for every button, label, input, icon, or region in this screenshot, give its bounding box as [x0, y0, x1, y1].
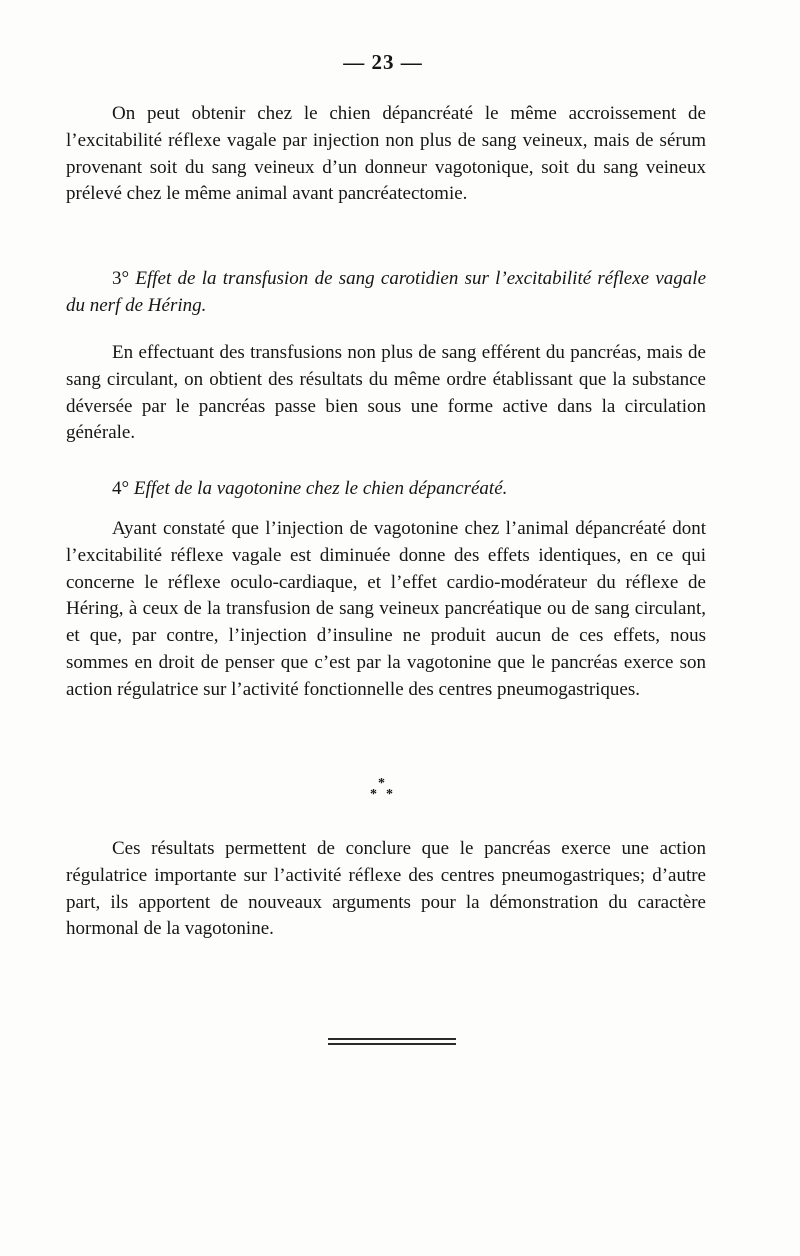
paragraph-vagotonin-effect: Ayant constaté que l’injection de vagotonine chez l’animal dépancréaté dont l’excitabilité réflexe vagale est diminuée donne des effets identiques, en ce qui concerne le réflexe oculo-cardiaque, et l’effet cardio-modérateur du réflexe de Héring, à ceux de la transfusion de sang veineux pancréatique ou de sang circulant, et que, par contre, l’injection d’insuline ne produit aucun de ces effets, nous sommes en droit de penser que c’est par la vagotonine que le pancréas exerce son action régulatrice sur l’activité fonctionnelle des centres pneumogastriques. [66, 518, 706, 700]
page-number: — 23 — [343, 50, 423, 74]
asterism-star: * [370, 787, 377, 802]
paragraph-serum-injection: On peut obtenir chez le chien dépancréaté le même accroissement de l’excitabilité réflexe vagale par injection non plus de sang veineux, mais de sérum provenant soit du sang veineux d’un donneur vagotonique, soit du sang veineux prélevé chez le même animal avant pancréatectomie. [66, 103, 706, 205]
section-number-3: 3° [112, 268, 130, 289]
paragraph-conclusion: Ces résultats permettent de conclure que le pancréas exerce une action régulatrice importante sur l’activité réflexe des centres pneumogastriques; d’autre part, ils apportent de nouveaux arguments pour la démonstration du caractère hormonal de la vagotonine. [66, 838, 706, 940]
asterism-star: * [386, 787, 393, 802]
section-title-4: Effet de la vagotonine chez le chien dépancréaté. [133, 478, 508, 499]
section-number-4: 4° [112, 478, 130, 499]
rule-line [328, 1043, 456, 1045]
asterism-divider [370, 775, 394, 805]
end-double-rule [328, 1038, 456, 1046]
section-heading-4 [66, 476, 706, 503]
section-title-3: Effet de la transfusion de sang carotidien sur l’excitabilité réflexe vagale du nerf de Héring. [66, 268, 707, 316]
section-heading-3 [66, 266, 706, 320]
rule-line [328, 1038, 456, 1040]
asterism-star: * [378, 776, 385, 791]
paragraph-carotid-transfusion: En effectuant des transfusions non plus de sang efférent du pancréas, mais de sang circulant, on obtient des résultats du même ordre établissant que la substance déversée par le pancréas passe bien sous une forme active dans la circulation générale. [66, 342, 706, 444]
